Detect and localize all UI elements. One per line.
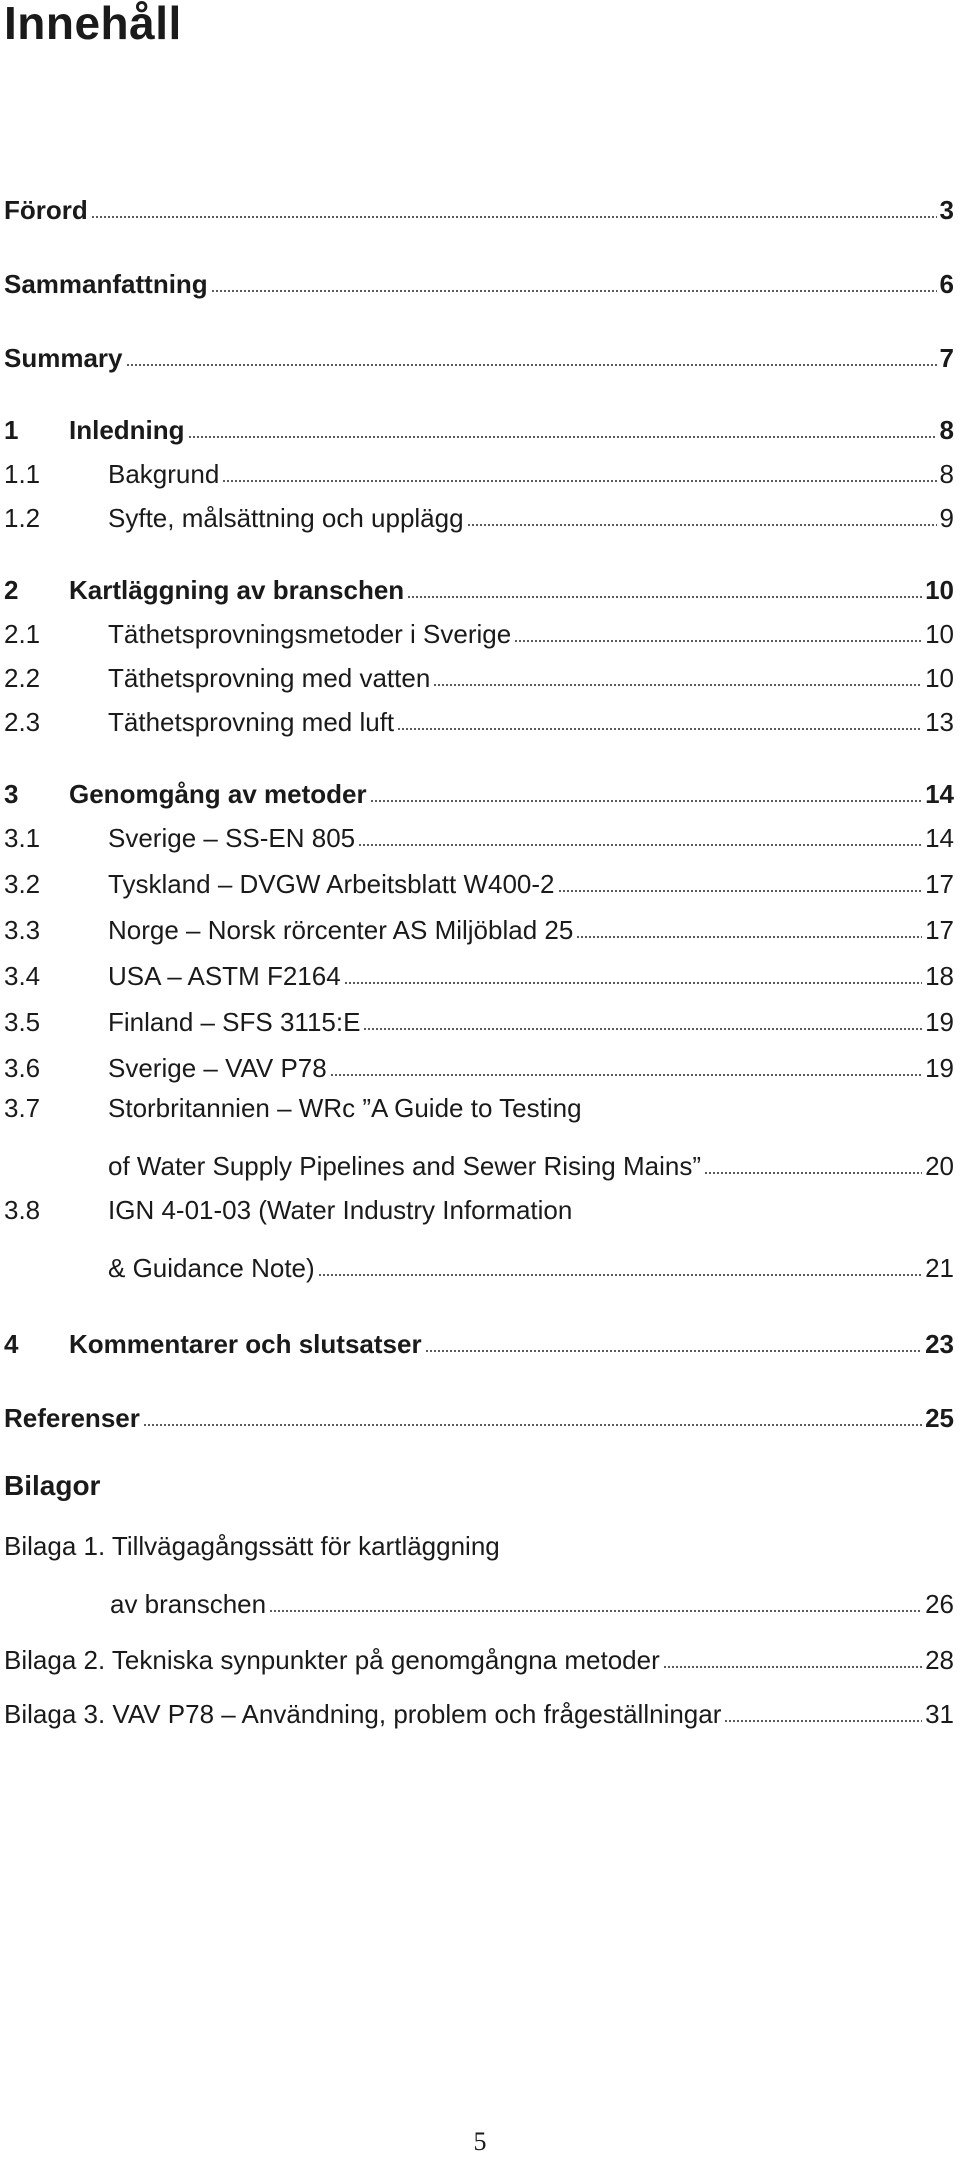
toc-entry-title: Täthetsprovningsmetoder i Sverige [108, 619, 512, 649]
toc-entry-page: 21 [925, 1253, 954, 1283]
toc-entry-3-2[interactable] [4, 856, 954, 900]
toc-entry-number: 1 [4, 415, 19, 445]
toc-entry-3[interactable] [4, 766, 954, 810]
toc-entry-3-7-line1[interactable] [4, 1092, 954, 1136]
toc-entry-1-1[interactable] [4, 446, 954, 490]
toc-entry-number: 1.2 [4, 503, 41, 533]
toc-entry-3-1[interactable] [4, 810, 954, 854]
toc-entry-3-7[interactable] [4, 1138, 954, 1182]
footer-page-number: 5 [473, 2127, 487, 2156]
toc-entry-title: Bakgrund [108, 459, 220, 489]
toc-entry-3-8[interactable] [4, 1240, 954, 1284]
toc-entry-title: & Guidance Note) [108, 1253, 315, 1283]
toc-entry-page: 10 [925, 663, 954, 693]
toc-entry-2-1[interactable] [4, 606, 954, 650]
toc-entry-title-line1: IGN 4-01-03 (Water Industry Information [108, 1195, 573, 1225]
toc-entry-3-8-line1[interactable] [4, 1194, 954, 1238]
appendix-page: 26 [925, 1589, 954, 1619]
toc-entry-1-2[interactable] [4, 490, 954, 534]
dot-leader [126, 364, 937, 366]
toc-entry-page: 20 [925, 1151, 954, 1181]
toc-entry-2-2[interactable] [4, 650, 954, 694]
dot-leader [370, 800, 922, 802]
toc-entry-title: Referenser [4, 1403, 140, 1433]
toc-entry-title: Kartläggning av branschen [69, 575, 405, 605]
dot-leader [407, 596, 922, 598]
toc-entry-number: 3.5 [4, 1007, 41, 1037]
toc-entry-sammanfattning[interactable] [4, 256, 954, 300]
toc-entry-3-4[interactable] [4, 948, 954, 992]
dot-leader [269, 1610, 922, 1612]
dot-leader [358, 844, 922, 846]
dot-leader [211, 290, 937, 292]
dot-leader [425, 1350, 923, 1352]
toc-entry-2[interactable] [4, 562, 954, 606]
toc-entry-number: 2 [4, 575, 19, 605]
toc-entry-title: Inledning [69, 415, 185, 445]
toc-entry-summary[interactable] [4, 330, 954, 374]
toc-entry-page: 14 [925, 779, 954, 809]
appendix-entry-1-line1[interactable] [4, 1530, 954, 1574]
toc-entry-number: 3.2 [4, 869, 41, 899]
toc-entry-number: 2.2 [4, 663, 41, 693]
dot-leader [91, 216, 937, 218]
toc-entry-page: 9 [939, 503, 954, 533]
toc-entry-number: 2.3 [4, 707, 41, 737]
dot-leader [724, 1720, 922, 1722]
appendix-heading: Bilagor [4, 1470, 101, 1501]
toc-entry-page: 18 [925, 961, 954, 991]
toc-entry-title: Förord [4, 195, 88, 225]
toc-entry-title: Täthetsprovning med vatten [108, 663, 431, 693]
toc-entry-title: Sammanfattning [4, 269, 208, 299]
dot-leader [467, 524, 937, 526]
toc-entry-3-5[interactable] [4, 994, 954, 1038]
toc-entry-page: 10 [925, 619, 954, 649]
toc-entry-title: Finland – SFS 3115:E [108, 1007, 361, 1037]
toc-entry-page: 23 [925, 1329, 954, 1359]
toc-entry-number: 3.3 [4, 915, 41, 945]
toc-entry-title-line1: Storbritannien – WRc ”A Guide to Testing [108, 1093, 582, 1123]
toc-entry-number: 3.6 [4, 1053, 41, 1083]
toc-entry-1[interactable] [4, 402, 954, 446]
dot-leader [330, 1074, 922, 1076]
toc-entry-page: 10 [925, 575, 954, 605]
toc-entry-4[interactable] [4, 1316, 954, 1360]
dot-leader [514, 640, 922, 642]
toc-entry-page: 25 [925, 1403, 954, 1433]
toc-entry-page: 8 [939, 459, 954, 489]
dot-leader [433, 684, 922, 686]
toc-entry-2-3[interactable] [4, 694, 954, 738]
toc-entry-title: Sverige – SS-EN 805 [108, 823, 356, 853]
appendix-entry-2[interactable] [4, 1632, 954, 1676]
toc-entry-title: Norge – Norsk rörcenter AS Miljöblad 25 [108, 915, 574, 945]
toc-entry-title: Syfte, målsättning och upplägg [108, 503, 464, 533]
dot-leader [704, 1172, 922, 1174]
appendix-entry-3[interactable] [4, 1686, 954, 1730]
toc-entry-page: 3 [939, 195, 954, 225]
toc-entry-title: of Water Supply Pipelines and Sewer Rising Mains” [108, 1151, 701, 1181]
toc-entry-page: 13 [925, 707, 954, 737]
toc-entry-page: 14 [925, 823, 954, 853]
toc-entry-title: Täthetsprovning med luft [108, 707, 395, 737]
toc-entry-page: 17 [925, 915, 954, 945]
toc-entry-page: 17 [925, 869, 954, 899]
toc-entry-number: 3.1 [4, 823, 41, 853]
dot-leader [344, 982, 922, 984]
toc-entry-3-6[interactable] [4, 1040, 954, 1084]
toc-entry-referenser[interactable] [4, 1390, 954, 1434]
toc-entry-number: 3 [4, 779, 19, 809]
toc-entry-number: 3.4 [4, 961, 41, 991]
toc-entry-number: 3.8 [4, 1195, 41, 1225]
dot-leader [188, 436, 937, 438]
toc-entry-forord[interactable] [4, 182, 954, 226]
appendix-title: Bilaga 3. VAV P78 – Användning, problem och frågeställningar [4, 1699, 722, 1729]
toc-entry-title: Kommentarer och slutsatser [69, 1329, 422, 1359]
toc-entry-page: 8 [939, 415, 954, 445]
toc-entry-page: 7 [939, 343, 954, 373]
dot-leader [143, 1424, 922, 1426]
dot-leader [663, 1666, 922, 1668]
appendix-page: 31 [925, 1699, 954, 1729]
dot-leader [397, 728, 922, 730]
toc-entry-3-3[interactable] [4, 902, 954, 946]
page-title: Innehåll [4, 0, 182, 49]
toc-entry-number: 1.1 [4, 459, 41, 489]
toc-entry-number: 2.1 [4, 619, 41, 649]
dot-leader [318, 1274, 922, 1276]
dot-leader [558, 890, 923, 892]
toc-entry-title: Genomgång av metoder [69, 779, 367, 809]
toc-entry-title: Tyskland – DVGW Arbeitsblatt W400-2 [108, 869, 555, 899]
toc-entry-number: 3.7 [4, 1093, 41, 1123]
toc-entry-page: 6 [939, 269, 954, 299]
appendix-title-line1: Bilaga 1. Tillvägagångssätt för kartläggning [4, 1531, 500, 1561]
appendix-entry-1[interactable] [4, 1576, 954, 1620]
dot-leader [363, 1028, 922, 1030]
appendix-page: 28 [925, 1645, 954, 1675]
toc-entry-number: 4 [4, 1329, 19, 1359]
toc-entry-title: Summary [4, 343, 123, 373]
toc-entry-title: Sverige – VAV P78 [108, 1053, 327, 1083]
dot-leader [576, 936, 922, 938]
dot-leader [222, 480, 936, 482]
appendix-title: Bilaga 2. Tekniska synpunkter på genomgångna metoder [4, 1645, 660, 1675]
toc-entry-page: 19 [925, 1053, 954, 1083]
toc-entry-page: 19 [925, 1007, 954, 1037]
toc-entry-title: USA – ASTM F2164 [108, 961, 341, 991]
appendix-title: av branschen [110, 1589, 267, 1619]
